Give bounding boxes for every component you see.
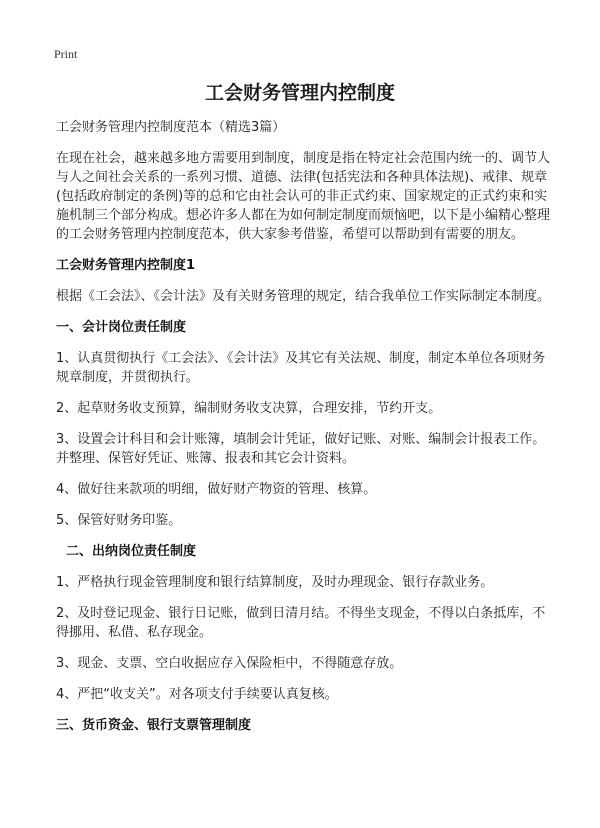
list-item: 4、做好往来款项的明细，做好财产物资的管理、核算。	[56, 482, 377, 497]
intro-paragraph: 在现在社会，越来越多地方需要用到制度，制度是指在特定社会范围内统一的、调节人与人之间社会关系的一系列习惯、道德、法律(包括宪法和各种具体法规)、戒律、规章(包括政府制定的条例)等的总和它由社会认可的非正式约束、国家规定的正式约束和实施机制三个部分构成。想必许多人都在为如何制定制度而烦恼吧，以下是小编精心整理的工会财务管理内控制度范本，供大家参考借鉴，希望可以帮助到有需要的朋友。	[56, 151, 551, 242]
list-item: 3、现金、支票、空白收据应存入保险柜中，不得随意存放。	[56, 656, 403, 671]
page-title: 工会财务管理内控制度	[204, 82, 395, 104]
list-item: 2、起草财务收支预算，编制财务收支决算，合理安排，节约开支。	[56, 401, 442, 416]
print-link[interactable]: Print	[54, 47, 78, 61]
section-heading: 工会财务管理内控制度1	[56, 258, 196, 273]
section-paragraph: 根据《工会法》、《会计法》及有关财务管理的规定，结合我单位工作实际制定本制度。	[56, 289, 551, 304]
accounting-heading: 一、会计岗位责任制度	[56, 320, 187, 335]
list-item: 5、保管好财务印鉴。	[56, 513, 182, 528]
document-subtitle: 工会财务管理内控制度范本（精选3篇）	[56, 120, 286, 135]
document-body	[56, 118, 552, 747]
currency-heading: 三、货币资金、银行支票管理制度	[56, 718, 252, 733]
list-item: 1、认真贯彻执行《工会法》、《会计法》及其它有关法规、制度，制定本单位各项财务规章制度，并贯彻执行。	[56, 351, 546, 385]
list-item: 2、及时登记现金、银行日记账，做到日清月结。不得坐支现金，不得以白条抵库，不得挪用、私借、私存现金。	[56, 606, 546, 640]
cashier-heading: 二、出纳岗位责任制度	[66, 544, 197, 559]
list-item: 3、设置会计科目和会计账簿，填制会计凭证，做好记账、对账、编制会计报表工作。并整理、保管好凭证、账簿、报表和其它会计资料。	[56, 432, 546, 466]
list-item: 1、严格执行现金管理制度和银行结算制度，及时办理现金、银行存款业务。	[56, 575, 494, 590]
list-item: 4、严把“收支关”。对各项支付手续要认真复核。	[56, 687, 338, 702]
